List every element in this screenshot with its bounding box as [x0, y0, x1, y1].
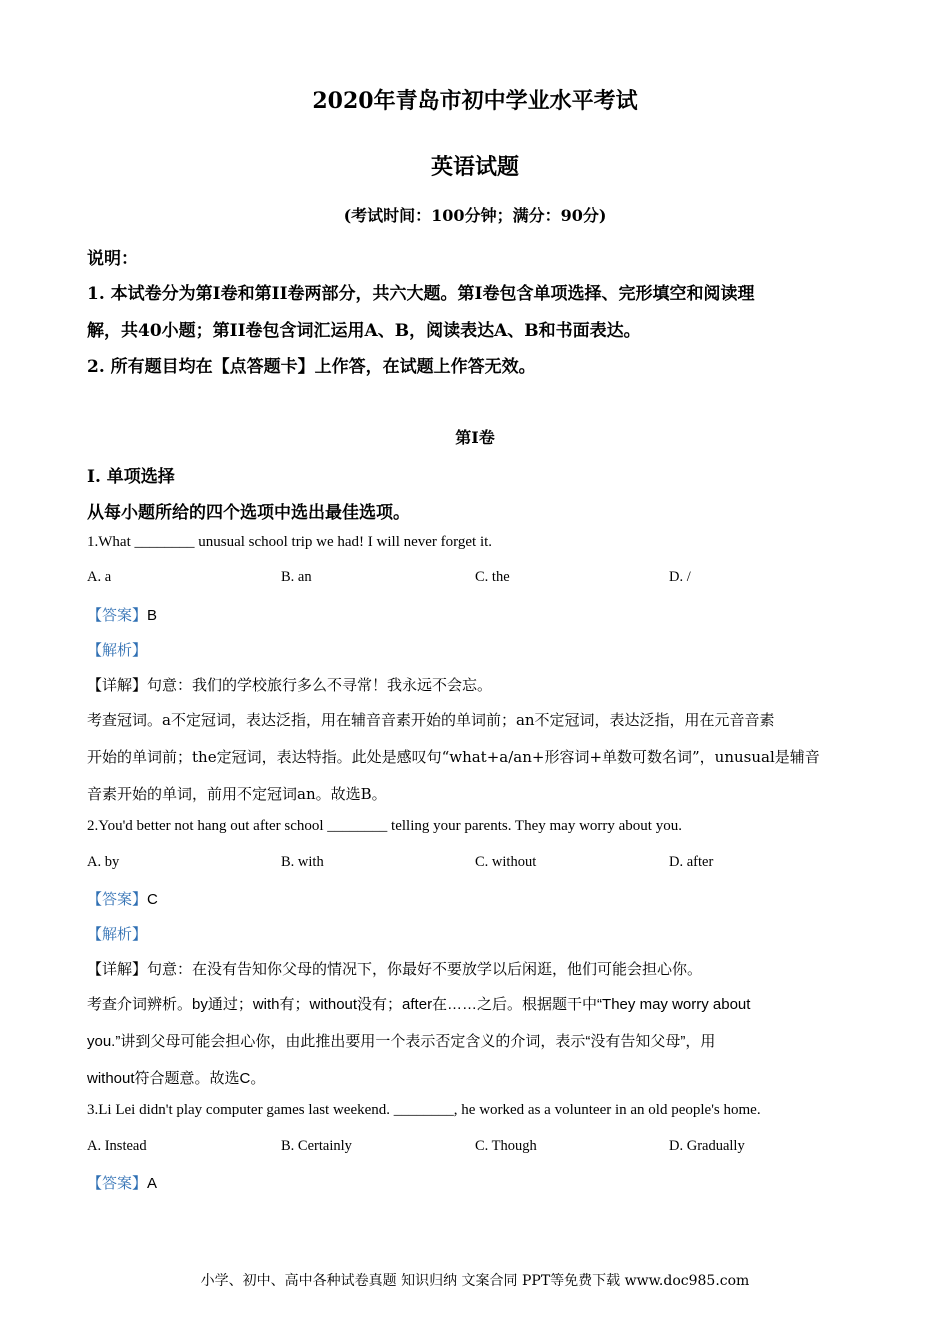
question-1-stem: 1.What ________ unusual school trip we had! I will never forget it.	[87, 534, 493, 550]
page-footer: 小学、初中、高中各种试卷真题 知识归纳 文案合同 PPT等免费下载 www.doc985.com	[200, 1273, 750, 1289]
question-3-option-b: B. Certainly	[281, 1138, 352, 1154]
analysis-tag: 【解析】	[87, 925, 148, 943]
question-3-option-d: D. Gradually	[669, 1138, 745, 1154]
detail-tag: 【详解】	[87, 676, 148, 694]
notes-line-2: 解，共40小题；第II卷包含词汇运用A、B，阅读表达A、B和书面表达。	[87, 321, 641, 341]
exam-title: 2020年青岛市初中学业水平考试	[312, 88, 638, 114]
notes-line-1: 1. 本试卷分为第I卷和第II卷两部分，共六大题。第I卷包含单项选择、完形填空和阅读理	[87, 284, 755, 304]
question-1-exp-line: 音素开始的单词，前用不定冠词an。故选B。	[87, 785, 387, 803]
exam-meta: (考试时间：100分钟；满分：90分)	[343, 206, 607, 225]
question-2-option-a: A. by	[87, 854, 120, 870]
volume-heading: 第I卷	[455, 428, 495, 447]
question-2-exp-line: 考查介词辨析。by通过；with有；without没有；after在……之后。根据题干中“They may worry about	[87, 996, 751, 1013]
question-1-detail: 句意：我们的学校旅行多么不寻常！我永远不会忘。	[147, 676, 493, 694]
question-1-answer: B	[147, 607, 158, 624]
question-2-stem: 2.You'd better not hang out after school ________ telling your parents. They may worry about you.	[87, 818, 682, 834]
question-1-answer-row	[87, 604, 157, 625]
question-2-answer-row	[87, 888, 158, 909]
question-1-detail-row	[87, 674, 492, 695]
question-1-option-d: D. /	[669, 569, 691, 585]
part-heading: I. 单项选择	[87, 467, 175, 487]
answer-tag: 【答案】	[87, 890, 148, 908]
notes-label: 说明：	[87, 249, 138, 269]
question-2-option-d: D. after	[669, 854, 714, 870]
question-3-option-a: A. Instead	[87, 1138, 147, 1154]
answer-tag: 【答案】	[87, 1174, 148, 1192]
question-2-answer: C	[147, 891, 158, 908]
question-3-option-c: C. Though	[475, 1138, 537, 1154]
question-3-answer-row	[87, 1172, 157, 1193]
question-3-answer: A	[147, 1175, 158, 1192]
part-instruction: 从每小题所给的四个选项中选出最佳选项。	[87, 503, 410, 523]
detail-tag: 【详解】	[87, 960, 148, 978]
question-1-option-b: B. an	[281, 569, 312, 585]
question-2-detail: 句意：在没有告知你父母的情况下，你最好不要放学以后闲逛，他们可能会担心你。	[147, 960, 703, 978]
question-2-option-c: C. without	[475, 854, 537, 870]
question-1-exp-line: 开始的单词前；the定冠词，表达特指。此处是感叹句“what+a/an+形容词+单数可数名词”，unusual是辅音	[87, 748, 820, 766]
question-1-exp-line: 考查冠词。a不定冠词，表达泛指，用在辅音音素开始的单词前；an不定冠词，表达泛指，用在元音音素	[87, 711, 775, 729]
notes-line-3: 2. 所有题目均在【点答题卡】上作答，在试题上作答无效。	[87, 357, 536, 377]
answer-tag: 【答案】	[87, 606, 148, 624]
question-2-exp-line: without符合题意。故选C。	[87, 1070, 266, 1087]
question-1-option-c: C. the	[475, 569, 510, 585]
analysis-tag: 【解析】	[87, 641, 148, 659]
question-2-option-b: B. with	[281, 854, 324, 870]
exam-subtitle: 英语试题	[430, 154, 519, 180]
question-2-exp-line: you.”讲到父母可能会担心你，由此推出要用一个表示否定含义的介词，表示“没有告知父母”，用	[87, 1033, 716, 1050]
question-1-option-a: A. a	[87, 569, 112, 585]
question-3-stem: 3.Li Lei didn't play computer games last weekend. ________, he worked as a volunteer in an old people's home.	[87, 1102, 761, 1118]
question-2-detail-row	[87, 958, 702, 979]
